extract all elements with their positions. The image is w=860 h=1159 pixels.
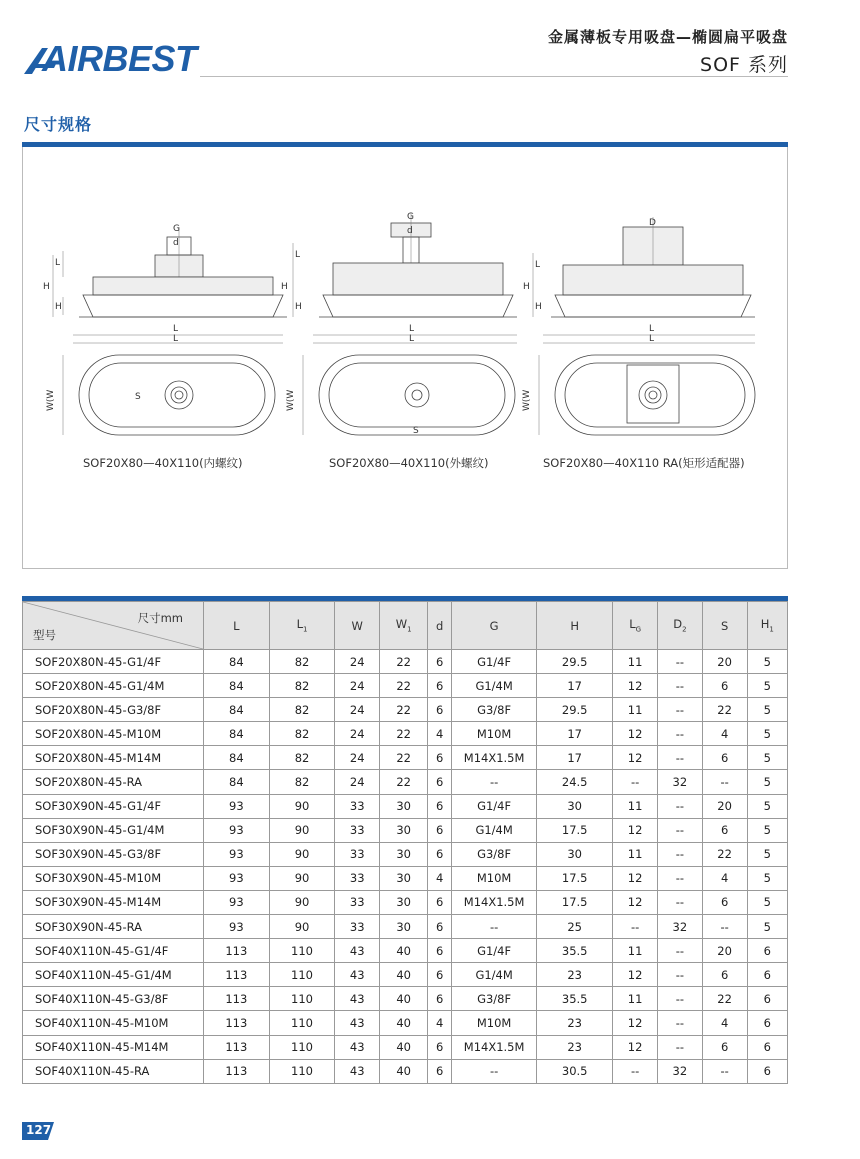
value-cell: 24 [335, 746, 380, 770]
svg-text:W(W: W(W [286, 389, 296, 411]
page-title: 金属薄板专用吸盘—椭圆扁平吸盘 [547, 28, 788, 46]
value-cell: 110 [269, 1011, 335, 1035]
value-cell: 6 [428, 939, 452, 963]
table-header-row [23, 602, 788, 650]
value-cell: 11 [613, 794, 658, 818]
value-cell: 6 [428, 842, 452, 866]
value-cell: 22 [380, 698, 428, 722]
value-cell: 113 [204, 1011, 270, 1035]
model-cell: SOF30X90N-45-G1/4F [23, 794, 204, 818]
value-cell: 113 [204, 939, 270, 963]
value-cell: -- [702, 770, 747, 794]
drawing-3-top-view [522, 355, 755, 435]
brand-logo: AIRBEST [42, 38, 197, 79]
value-cell: 23 [537, 963, 613, 987]
value-cell: 22 [702, 987, 747, 1011]
table-row [23, 890, 788, 914]
model-cell: SOF20X80N-45-G1/4M [23, 674, 204, 698]
value-cell: 17.5 [537, 818, 613, 842]
model-cell: SOF30X90N-45-M10M [23, 866, 204, 890]
corner-bottom-label: 型号 [33, 628, 56, 642]
value-cell: 6 [428, 698, 452, 722]
value-cell: 5 [747, 818, 788, 842]
svg-text:H: H [55, 302, 62, 312]
col-header: $W_1$ [380, 602, 428, 650]
value-cell: 43 [335, 1035, 380, 1059]
value-cell: 5 [747, 915, 788, 939]
value-cell: 4 [702, 722, 747, 746]
table-row [23, 674, 788, 698]
model-cell: SOF30X90N-45-G1/4M [23, 818, 204, 842]
value-cell: 22 [702, 698, 747, 722]
svg-text:H: H [43, 282, 50, 292]
value-cell: 43 [335, 939, 380, 963]
value-cell: 24 [335, 770, 380, 794]
model-cell: SOF30X90N-45-G3/8F [23, 842, 204, 866]
value-cell: 6 [428, 987, 452, 1011]
value-cell: -- [658, 650, 703, 674]
value-cell: 11 [613, 987, 658, 1011]
value-cell: 6 [428, 794, 452, 818]
value-cell: 17.5 [537, 866, 613, 890]
section-title: 尺寸规格 [24, 115, 93, 134]
value-cell: 6 [428, 963, 452, 987]
value-cell: 113 [204, 1035, 270, 1059]
value-cell: 30 [537, 794, 613, 818]
table-row [23, 1035, 788, 1059]
value-cell: G3/8F [452, 987, 537, 1011]
value-cell: 40 [380, 987, 428, 1011]
value-cell: M10M [452, 722, 537, 746]
value-cell: 24.5 [537, 770, 613, 794]
table-row [23, 818, 788, 842]
value-cell: -- [658, 698, 703, 722]
value-cell: 6 [428, 1035, 452, 1059]
value-cell: 33 [335, 818, 380, 842]
drawing-3-side-view [523, 217, 755, 344]
value-cell: 40 [380, 963, 428, 987]
value-cell: 5 [747, 890, 788, 914]
value-cell: 11 [613, 939, 658, 963]
value-cell: 30 [537, 842, 613, 866]
value-cell: -- [613, 915, 658, 939]
value-cell: 17 [537, 722, 613, 746]
value-cell: G1/4M [452, 818, 537, 842]
table-corner-cell [23, 602, 204, 650]
value-cell: 30 [380, 794, 428, 818]
value-cell: 40 [380, 1011, 428, 1035]
technical-drawings [23, 147, 787, 568]
table-row [23, 915, 788, 939]
value-cell: 110 [269, 1035, 335, 1059]
model-cell: SOF40X110N-45-M10M [23, 1011, 204, 1035]
model-cell: SOF20X80N-45-RA [23, 770, 204, 794]
model-cell: SOF20X80N-45-G1/4F [23, 650, 204, 674]
value-cell: 30.5 [537, 1059, 613, 1083]
value-cell: 17 [537, 674, 613, 698]
value-cell: 110 [269, 1059, 335, 1083]
value-cell: -- [452, 770, 537, 794]
value-cell: 4 [428, 1011, 452, 1035]
col-header: $L_1$ [269, 602, 335, 650]
value-cell: 23 [537, 1011, 613, 1035]
value-cell: 110 [269, 963, 335, 987]
col-header: W [335, 602, 380, 650]
value-cell: 82 [269, 746, 335, 770]
value-cell: M10M [452, 1011, 537, 1035]
corner-top-label: 尺寸mm [137, 611, 183, 625]
model-cell: SOF40X110N-45-G3/8F [23, 987, 204, 1011]
value-cell: G1/4F [452, 650, 537, 674]
value-cell: -- [702, 915, 747, 939]
svg-text:d: d [407, 226, 413, 236]
value-cell: 22 [380, 770, 428, 794]
value-cell: 6 [702, 1035, 747, 1059]
value-cell: -- [658, 890, 703, 914]
value-cell: 6 [747, 939, 788, 963]
value-cell: 90 [269, 794, 335, 818]
value-cell: 82 [269, 674, 335, 698]
model-cell: SOF40X110N-45-G1/4F [23, 939, 204, 963]
value-cell: -- [702, 1059, 747, 1083]
value-cell: 6 [747, 1059, 788, 1083]
svg-text:H: H [281, 282, 288, 292]
drawing-caption-2: SOF20X80—40X110(外螺纹) [329, 456, 489, 470]
model-cell: SOF20X80N-45-G3/8F [23, 698, 204, 722]
value-cell: 6 [702, 963, 747, 987]
value-cell: 11 [613, 698, 658, 722]
value-cell: G1/4M [452, 963, 537, 987]
value-cell: 17 [537, 746, 613, 770]
value-cell: 40 [380, 1035, 428, 1059]
value-cell: 82 [269, 722, 335, 746]
value-cell: M10M [452, 866, 537, 890]
value-cell: G1/4F [452, 794, 537, 818]
svg-text:L: L [55, 258, 61, 268]
value-cell: 113 [204, 987, 270, 1011]
value-cell: -- [452, 915, 537, 939]
series-title: SOF 系列 [700, 54, 788, 76]
col-header: L [204, 602, 270, 650]
value-cell: 5 [747, 746, 788, 770]
value-cell: -- [613, 770, 658, 794]
svg-text:S: S [135, 392, 141, 402]
value-cell: 12 [613, 746, 658, 770]
svg-text:L: L [649, 324, 655, 334]
table-row [23, 1011, 788, 1035]
value-cell: 6 [702, 674, 747, 698]
model-cell: SOF40X110N-45-RA [23, 1059, 204, 1083]
value-cell: 35.5 [537, 987, 613, 1011]
value-cell: 93 [204, 915, 270, 939]
value-cell: 84 [204, 770, 270, 794]
value-cell: 5 [747, 866, 788, 890]
value-cell: 22 [380, 746, 428, 770]
value-cell: 22 [702, 842, 747, 866]
value-cell: 5 [747, 650, 788, 674]
svg-text:L: L [173, 334, 179, 344]
value-cell: 22 [380, 650, 428, 674]
col-header: S [702, 602, 747, 650]
model-cell: SOF30X90N-45-RA [23, 915, 204, 939]
value-cell: 6 [428, 890, 452, 914]
value-cell: 33 [335, 794, 380, 818]
svg-text:L: L [409, 334, 415, 344]
col-header: $D_2$ [658, 602, 703, 650]
value-cell: 30 [380, 915, 428, 939]
value-cell: 20 [702, 939, 747, 963]
value-cell: -- [658, 674, 703, 698]
value-cell: 32 [658, 770, 703, 794]
value-cell: 113 [204, 963, 270, 987]
value-cell: 4 [428, 866, 452, 890]
value-cell: 12 [613, 1035, 658, 1059]
svg-text:H: H [535, 302, 542, 312]
svg-text:L: L [173, 324, 179, 334]
value-cell: -- [658, 818, 703, 842]
value-cell: -- [658, 794, 703, 818]
value-cell: -- [658, 746, 703, 770]
value-cell: 30 [380, 842, 428, 866]
value-cell: 84 [204, 674, 270, 698]
value-cell: 4 [702, 1011, 747, 1035]
value-cell: 22 [380, 722, 428, 746]
value-cell: 6 [747, 1011, 788, 1035]
value-cell: 32 [658, 915, 703, 939]
svg-text:L: L [649, 334, 655, 344]
value-cell: 6 [428, 770, 452, 794]
value-cell: -- [658, 963, 703, 987]
value-cell: 82 [269, 770, 335, 794]
table-row [23, 987, 788, 1011]
value-cell: 30 [380, 890, 428, 914]
value-cell: 93 [204, 818, 270, 842]
svg-text:L: L [535, 260, 541, 270]
value-cell: 24 [335, 674, 380, 698]
svg-text:S: S [413, 426, 419, 436]
value-cell: -- [658, 987, 703, 1011]
value-cell: 6 [702, 746, 747, 770]
value-cell: -- [658, 1035, 703, 1059]
value-cell: 5 [747, 842, 788, 866]
svg-text:W(W: W(W [522, 389, 532, 411]
value-cell: 90 [269, 915, 335, 939]
value-cell: M14X1.5M [452, 890, 537, 914]
value-cell: 5 [747, 794, 788, 818]
value-cell: G1/4M [452, 674, 537, 698]
value-cell: 6 [702, 890, 747, 914]
value-cell: 90 [269, 866, 335, 890]
value-cell: 84 [204, 722, 270, 746]
drawing-caption-1: SOF20X80—40X110(内螺纹) [83, 456, 243, 470]
value-cell: M14X1.5M [452, 746, 537, 770]
value-cell: 30 [380, 866, 428, 890]
value-cell: 6 [747, 987, 788, 1011]
value-cell: 29.5 [537, 698, 613, 722]
value-cell: 84 [204, 650, 270, 674]
value-cell: 25 [537, 915, 613, 939]
value-cell: 23 [537, 1035, 613, 1059]
value-cell: 12 [613, 818, 658, 842]
model-cell: SOF40X110N-45-M14M [23, 1035, 204, 1059]
value-cell: G3/8F [452, 842, 537, 866]
value-cell: 5 [747, 770, 788, 794]
value-cell: 12 [613, 722, 658, 746]
value-cell: 6 [428, 818, 452, 842]
value-cell: 5 [747, 674, 788, 698]
col-header: H [537, 602, 613, 650]
value-cell: 6 [428, 915, 452, 939]
table-row [23, 842, 788, 866]
value-cell: 90 [269, 890, 335, 914]
table-row [23, 794, 788, 818]
page-number: 127 [26, 1123, 52, 1137]
svg-text:G: G [407, 212, 414, 222]
value-cell: G1/4F [452, 939, 537, 963]
value-cell: 4 [702, 866, 747, 890]
value-cell: 35.5 [537, 939, 613, 963]
value-cell: 30 [380, 818, 428, 842]
value-cell: -- [658, 722, 703, 746]
table-row [23, 939, 788, 963]
value-cell: -- [658, 939, 703, 963]
value-cell: 4 [428, 722, 452, 746]
value-cell: -- [452, 1059, 537, 1083]
value-cell: 24 [335, 650, 380, 674]
value-cell: 11 [613, 842, 658, 866]
value-cell: 33 [335, 842, 380, 866]
value-cell: 24 [335, 698, 380, 722]
col-header: d [428, 602, 452, 650]
drawing-1-top-view [46, 355, 275, 435]
col-header: G [452, 602, 537, 650]
value-cell: 43 [335, 963, 380, 987]
col-header: $H_1$ [747, 602, 788, 650]
value-cell: 6 [428, 650, 452, 674]
value-cell: 20 [702, 650, 747, 674]
value-cell: 6 [428, 746, 452, 770]
value-cell: 6 [747, 963, 788, 987]
value-cell: 5 [747, 722, 788, 746]
value-cell: 90 [269, 818, 335, 842]
value-cell: 110 [269, 939, 335, 963]
value-cell: 6 [747, 1035, 788, 1059]
model-cell: SOF40X110N-45-G1/4M [23, 963, 204, 987]
svg-text:G: G [173, 224, 180, 234]
value-cell: 6 [428, 1059, 452, 1083]
value-cell: 12 [613, 866, 658, 890]
drawing-2-side-view [281, 212, 517, 344]
value-cell: -- [613, 1059, 658, 1083]
value-cell: 32 [658, 1059, 703, 1083]
value-cell: 43 [335, 1059, 380, 1083]
value-cell: 12 [613, 1011, 658, 1035]
model-cell: SOF30X90N-45-M14M [23, 890, 204, 914]
model-cell: SOF20X80N-45-M10M [23, 722, 204, 746]
drawing-panel [22, 147, 788, 569]
table-row [23, 746, 788, 770]
table-row [23, 866, 788, 890]
value-cell: 24 [335, 722, 380, 746]
value-cell: 11 [613, 650, 658, 674]
value-cell: 6 [702, 818, 747, 842]
value-cell: 84 [204, 746, 270, 770]
value-cell: 6 [428, 674, 452, 698]
svg-text:L: L [409, 324, 415, 334]
value-cell: 22 [380, 674, 428, 698]
col-header: $L_G$ [613, 602, 658, 650]
value-cell: G3/8F [452, 698, 537, 722]
value-cell: 17.5 [537, 890, 613, 914]
value-cell: -- [658, 842, 703, 866]
value-cell: 20 [702, 794, 747, 818]
model-cell: SOF20X80N-45-M14M [23, 746, 204, 770]
svg-text:d: d [173, 238, 179, 248]
value-cell: 93 [204, 866, 270, 890]
drawing-1-side-view [43, 224, 287, 344]
spec-table [22, 601, 788, 1084]
value-cell: 5 [747, 698, 788, 722]
value-cell: 90 [269, 842, 335, 866]
value-cell: 12 [613, 890, 658, 914]
value-cell: 110 [269, 987, 335, 1011]
value-cell: 33 [335, 915, 380, 939]
value-cell: 43 [335, 987, 380, 1011]
value-cell: 33 [335, 890, 380, 914]
value-cell: 82 [269, 698, 335, 722]
value-cell: 43 [335, 1011, 380, 1035]
value-cell: M14X1.5M [452, 1035, 537, 1059]
svg-text:H: H [523, 282, 530, 292]
value-cell: 84 [204, 698, 270, 722]
value-cell: -- [658, 1011, 703, 1035]
value-cell: 93 [204, 842, 270, 866]
value-cell: -- [658, 866, 703, 890]
value-cell: 113 [204, 1059, 270, 1083]
value-cell: 82 [269, 650, 335, 674]
value-cell: 40 [380, 1059, 428, 1083]
table-row [23, 770, 788, 794]
value-cell: 93 [204, 794, 270, 818]
value-cell: 93 [204, 890, 270, 914]
table-row [23, 650, 788, 674]
value-cell: 40 [380, 939, 428, 963]
svg-text:L: L [295, 250, 301, 260]
svg-text:H: H [295, 302, 302, 312]
drawing-2-top-view [286, 355, 515, 436]
value-cell: 12 [613, 963, 658, 987]
table-row [23, 698, 788, 722]
svg-text:W(W: W(W [46, 389, 56, 411]
value-cell: 33 [335, 866, 380, 890]
table-row [23, 963, 788, 987]
value-cell: 29.5 [537, 650, 613, 674]
table-row [23, 1059, 788, 1083]
drawing-caption-3: SOF20X80—40X110 RA(矩形适配器) [543, 456, 745, 470]
svg-text:D: D [649, 218, 656, 228]
table-row [23, 722, 788, 746]
value-cell: 12 [613, 674, 658, 698]
